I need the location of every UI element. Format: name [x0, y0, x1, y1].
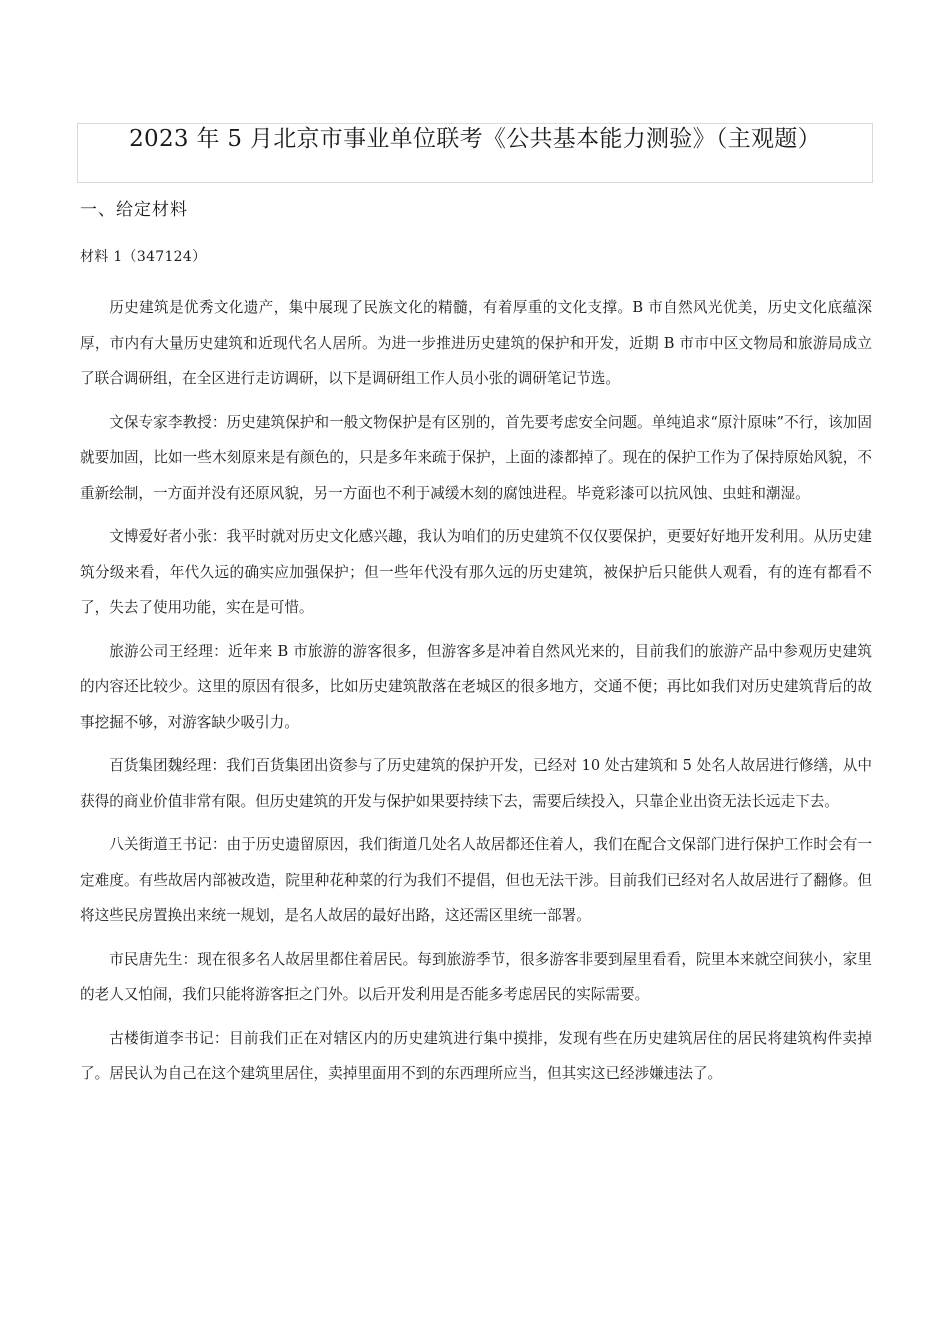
paragraph-citizen-tang: 市民唐先生：现在很多名人故居里都住着居民。每到旅游季节，很多游客非要到屋里看看，院里本来就空间狭小，家里的老人又怕闹，我们只能将游客拒之门外。以后开发利用是否能多考虑居民的实际需要。 — [80, 950, 872, 1003]
paragraph-secretary-wang: 八关街道王书记：由于历史遗留原因，我们街道几处名人故居都还住着人，我们在配合文保部门进行保护工作时会有一定难度。有些故居内部被改造，院里种花种菜的行为我们不提倡，但也无法干涉。目前我们已经对名人故居进行了翻修。但将这些民房置换出来统一规划，是名人故居的最好出路，这还需区里统一部署。 — [80, 836, 872, 924]
material-body — [80, 290, 872, 1100]
paragraph-manager-wei: 百货集团魏经理：我们百货集团出资参与了历史建筑的保护开发，已经对 10 处古建筑和 5 处名人故居进行修缮，从中获得的商业价值非常有限。但历史建筑的开发与保护如果要持续下去，需要后续投入，只靠企业出资无法长远走下去。 — [80, 757, 872, 810]
paragraph-enthusiast-zhang: 文博爱好者小张：我平时就对历史文化感兴趣，我认为咱们的历史建筑不仅仅要保护，更要好好地开发利用。从历史建筑分级来看，年代久远的确实应加强保护；但一些年代没有那久远的历史建筑，被保护后只能供人观看，有的连有都看不了，失去了使用功能，实在是可惜。 — [80, 528, 872, 616]
material-label: 材料 1（347124） — [80, 249, 207, 265]
paragraph-secretary-li: 古楼街道李书记：目前我们正在对辖区内的历史建筑进行集中摸排，发现有些在历史建筑居住的居民将建筑构件卖掉了。居民认为自己在这个建筑里居住，卖掉里面用不到的东西理所应当，但其实这已经涉嫌违法了。 — [80, 1029, 872, 1082]
section-heading: 一、给定材料 — [80, 200, 188, 220]
title-box — [77, 123, 873, 183]
paragraph-manager-wang: 旅游公司王经理：近年来 B 市旅游的游客很多，但游客多是冲着自然风光来的，目前我们的旅游产品中参观历史建筑的内容还比较少。这里的原因有很多，比如历史建筑散落在老城区的很多地方，交通不便；再比如我们对历史建筑背后的故事挖掘不够，对游客缺少吸引力。 — [80, 642, 872, 731]
paragraph-intro: 历史建筑是优秀文化遗产，集中展现了民族文化的精髓，有着厚重的文化支撑。B 市自然风光优美，历史文化底蕴深厚，市内有大量历史建筑和近现代名人居所。为进一步推进历史建筑的保护和开发，近期 B 市市中区文物局和旅游局成立了联合调研组，在全区进行走访调研，以下是调研组工作人员小张的调研笔记节选。 — [80, 299, 872, 387]
document-title: 2023 年 5 月北京市事业单位联考《公共基本能力测验》（主观题） — [129, 126, 821, 152]
paragraph-professor-li: 文保专家李教授：历史建筑保护和一般文物保护是有区别的，首先要考虑安全问题。单纯追求“原汁原味”不行，该加固就要加固，比如一些木刻原来是有颜色的，只是多年来疏于保护，上面的漆都掉了。现在的保护工作为了保持原始风貌，不重新绘制，一方面并没有还原风貌，另一方面也不利于减缓木刻的腐蚀进程。毕竟彩漆可以抗风蚀、虫蛀和潮湿。 — [80, 413, 872, 502]
